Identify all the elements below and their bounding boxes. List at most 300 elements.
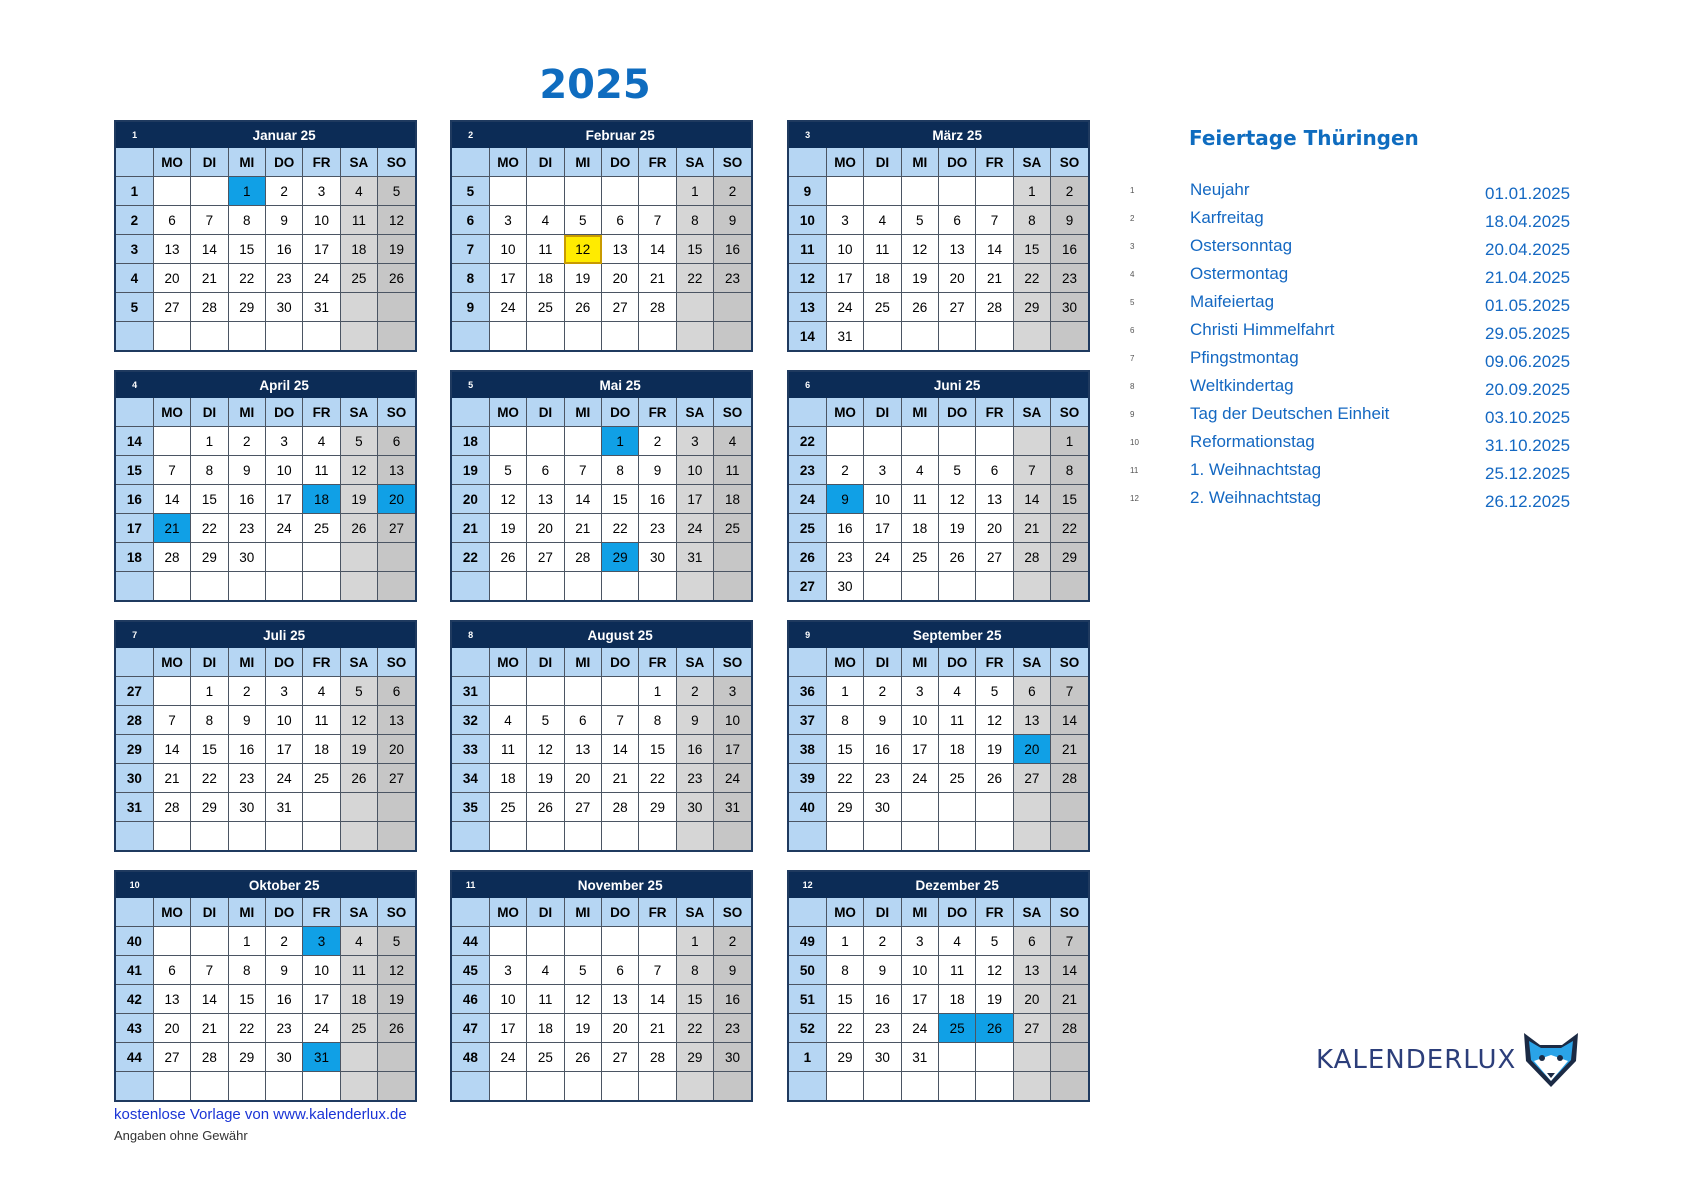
week-number	[452, 322, 489, 351]
week-number	[452, 572, 489, 601]
week-number: 31	[452, 677, 489, 706]
day-cell: 14	[639, 985, 676, 1014]
day-cell: 28	[976, 293, 1013, 322]
day-cell: 4	[864, 206, 901, 235]
day-cell: 27	[939, 293, 976, 322]
day-cell: 29	[826, 793, 863, 822]
week-number: 4	[116, 264, 153, 293]
week-row	[116, 822, 415, 851]
day-cell	[303, 543, 340, 572]
week-number: 19	[452, 456, 489, 485]
day-cell: 1	[1013, 177, 1050, 206]
holiday-date: 31.10.2025	[1485, 436, 1571, 455]
day-cell: 19	[340, 485, 377, 514]
day-cell: 28	[191, 293, 228, 322]
day-cell: 24	[266, 764, 303, 793]
day-cell	[191, 927, 228, 956]
day-cell: 14	[564, 485, 601, 514]
day-cell: 25	[527, 293, 564, 322]
month-number: 11	[452, 872, 489, 898]
holiday-date: 26.12.2025	[1485, 492, 1571, 511]
day-cell: 19	[976, 985, 1013, 1014]
day-cell: 28	[1013, 543, 1050, 572]
month-10	[114, 870, 417, 1102]
day-cell	[602, 1072, 639, 1101]
day-cell: 2	[228, 427, 265, 456]
week-number	[116, 822, 153, 851]
weekday-header: DO	[939, 398, 976, 427]
day-cell: 10	[266, 706, 303, 735]
day-cell	[191, 322, 228, 351]
day-cell: 31	[676, 543, 713, 572]
day-cell	[939, 177, 976, 206]
day-cell: 15	[676, 985, 713, 1014]
weekday-header: DO	[602, 398, 639, 427]
day-cell: 14	[1051, 956, 1088, 985]
weekday-header: DO	[266, 398, 303, 427]
month-title: April 25	[153, 372, 415, 398]
week-col-header	[789, 898, 826, 927]
weekday-header: FR	[303, 398, 340, 427]
day-cell: 26	[340, 514, 377, 543]
day-cell: 10	[303, 956, 340, 985]
day-cell: 14	[191, 985, 228, 1014]
day-cell: 30	[676, 793, 713, 822]
day-cell	[191, 572, 228, 601]
week-row	[452, 514, 751, 543]
weekday-header: SO	[378, 148, 415, 177]
month-title: Oktober 25	[153, 872, 415, 898]
day-cell: 25	[939, 764, 976, 793]
day-cell	[527, 927, 564, 956]
holidays-list	[1130, 180, 1590, 516]
day-cell: 12	[939, 485, 976, 514]
day-cell: 31	[303, 293, 340, 322]
day-cell: 1	[228, 927, 265, 956]
day-cell	[527, 322, 564, 351]
weekday-header: DI	[191, 398, 228, 427]
day-cell	[340, 293, 377, 322]
day-cell: 9	[1051, 206, 1088, 235]
holiday-name: 2. Weihnachtstag	[1190, 488, 1322, 507]
day-cell: 22	[826, 1014, 863, 1043]
week-number: 27	[789, 572, 826, 601]
week-number: 25	[789, 514, 826, 543]
week-row	[789, 456, 1088, 485]
day-cell	[976, 177, 1013, 206]
weekday-header: DO	[266, 648, 303, 677]
month-number: 6	[789, 372, 826, 398]
day-cell: 31	[826, 322, 863, 351]
day-cell: 10	[864, 485, 901, 514]
holiday-number: 3	[1130, 242, 1135, 251]
holiday-date: 29.05.2025	[1485, 324, 1571, 343]
day-cell: 1	[191, 427, 228, 456]
day-cell: 6	[602, 206, 639, 235]
day-cell: 29	[676, 1043, 713, 1072]
day-cell	[864, 322, 901, 351]
weekday-header: FR	[303, 148, 340, 177]
weekday-header: MI	[564, 148, 601, 177]
month-title: September 25	[826, 622, 1088, 648]
day-cell: 17	[901, 985, 938, 1014]
day-cell: 3	[266, 677, 303, 706]
week-row	[789, 985, 1088, 1014]
month-number: 7	[116, 622, 153, 648]
week-number: 1	[789, 1043, 826, 1072]
month-number: 9	[789, 622, 826, 648]
week-number: 38	[789, 735, 826, 764]
day-cell: 24	[303, 1014, 340, 1043]
day-cell: 7	[1051, 927, 1088, 956]
day-cell: 27	[564, 793, 601, 822]
day-cell	[976, 427, 1013, 456]
day-cell: 11	[303, 706, 340, 735]
week-col-header	[116, 648, 153, 677]
month-11	[450, 870, 753, 1102]
day-cell: 17	[489, 264, 526, 293]
day-cell: 2	[639, 427, 676, 456]
day-cell: 15	[191, 485, 228, 514]
day-cell: 9	[639, 456, 676, 485]
week-number: 5	[116, 293, 153, 322]
day-cell: 17	[266, 485, 303, 514]
day-cell: 14	[1013, 485, 1050, 514]
day-cell: 9	[864, 956, 901, 985]
day-cell: 25	[489, 793, 526, 822]
day-cell: 23	[676, 764, 713, 793]
day-cell	[340, 543, 377, 572]
week-row	[452, 985, 751, 1014]
day-cell: 13	[602, 985, 639, 1014]
day-cell	[901, 822, 938, 851]
day-cell: 15	[191, 735, 228, 764]
day-cell: 15	[602, 485, 639, 514]
day-cell: 11	[303, 456, 340, 485]
day-cell: 19	[901, 264, 938, 293]
day-cell: 1	[602, 427, 639, 456]
day-cell: 18	[527, 1014, 564, 1043]
day-cell: 1	[1051, 427, 1088, 456]
day-cell: 2	[864, 677, 901, 706]
day-cell: 4	[303, 427, 340, 456]
day-cell	[489, 927, 526, 956]
day-cell: 8	[191, 456, 228, 485]
day-cell: 12	[901, 235, 938, 264]
day-cell: 17	[303, 235, 340, 264]
week-row	[116, 485, 415, 514]
day-cell: 27	[378, 514, 415, 543]
source-link[interactable]: kostenlose Vorlage von www.kalenderlux.de	[114, 1106, 407, 1123]
day-cell: 27	[602, 1043, 639, 1072]
holiday-row	[1130, 404, 1590, 432]
day-cell: 26	[939, 543, 976, 572]
day-cell	[303, 572, 340, 601]
day-cell	[266, 543, 303, 572]
day-cell: 26	[489, 543, 526, 572]
day-cell	[1013, 1043, 1050, 1072]
day-cell: 8	[602, 456, 639, 485]
day-cell: 15	[826, 735, 863, 764]
week-row	[789, 706, 1088, 735]
day-cell	[340, 822, 377, 851]
day-cell	[191, 1072, 228, 1101]
week-row	[116, 927, 415, 956]
weekday-header: MI	[564, 398, 601, 427]
month-title: Februar 25	[489, 122, 751, 148]
month-title: Juni 25	[826, 372, 1088, 398]
day-cell: 12	[340, 456, 377, 485]
week-number: 42	[116, 985, 153, 1014]
day-cell: 20	[602, 264, 639, 293]
day-cell: 24	[266, 514, 303, 543]
holiday-date: 03.10.2025	[1485, 408, 1571, 427]
weekday-header: MI	[901, 898, 938, 927]
day-cell: 7	[639, 956, 676, 985]
day-cell: 30	[228, 793, 265, 822]
week-number: 17	[116, 514, 153, 543]
weekday-header: MI	[901, 148, 938, 177]
day-cell: 7	[639, 206, 676, 235]
holiday-number: 8	[1130, 382, 1135, 391]
holiday-date: 25.12.2025	[1485, 464, 1571, 483]
day-cell: 1	[826, 927, 863, 956]
day-cell	[639, 1072, 676, 1101]
holiday-row	[1130, 460, 1590, 488]
day-cell: 3	[676, 427, 713, 456]
holiday-name: Reformationstag	[1190, 432, 1315, 451]
week-number: 45	[452, 956, 489, 985]
day-cell: 4	[901, 456, 938, 485]
week-row	[789, 677, 1088, 706]
day-cell	[378, 293, 415, 322]
day-cell: 7	[191, 206, 228, 235]
day-cell: 18	[864, 264, 901, 293]
day-cell: 20	[1013, 985, 1050, 1014]
day-cell	[266, 572, 303, 601]
day-cell: 21	[639, 1014, 676, 1043]
day-cell: 1	[191, 677, 228, 706]
week-row	[789, 735, 1088, 764]
day-cell	[1013, 427, 1050, 456]
day-cell: 18	[939, 735, 976, 764]
day-cell: 12	[527, 735, 564, 764]
day-cell: 10	[489, 235, 526, 264]
week-row	[452, 206, 751, 235]
weekday-header: DO	[266, 898, 303, 927]
day-cell: 12	[976, 956, 1013, 985]
day-cell	[939, 793, 976, 822]
week-col-header	[789, 648, 826, 677]
day-cell: 10	[714, 706, 751, 735]
day-cell: 17	[676, 485, 713, 514]
day-cell	[1013, 822, 1050, 851]
day-cell	[564, 322, 601, 351]
week-number: 22	[452, 543, 489, 572]
day-cell: 4	[489, 706, 526, 735]
day-cell: 10	[489, 985, 526, 1014]
weekday-header: MO	[826, 398, 863, 427]
day-cell	[864, 1072, 901, 1101]
day-cell: 13	[1013, 706, 1050, 735]
day-cell: 22	[191, 514, 228, 543]
week-row	[116, 572, 415, 601]
day-cell: 18	[489, 764, 526, 793]
day-cell: 4	[527, 206, 564, 235]
day-cell: 11	[939, 706, 976, 735]
day-cell: 8	[826, 956, 863, 985]
week-number: 34	[452, 764, 489, 793]
day-cell: 17	[714, 735, 751, 764]
day-cell: 25	[714, 514, 751, 543]
week-col-header	[789, 148, 826, 177]
day-cell: 19	[564, 264, 601, 293]
week-row	[116, 206, 415, 235]
week-row	[116, 1043, 415, 1072]
day-cell: 6	[564, 706, 601, 735]
day-cell: 25	[939, 1014, 976, 1043]
day-cell: 12	[564, 235, 601, 264]
month-number: 2	[452, 122, 489, 148]
week-row	[452, 264, 751, 293]
holiday-name: Maifeiertag	[1190, 292, 1275, 311]
day-cell: 24	[901, 764, 938, 793]
week-number: 26	[789, 543, 826, 572]
holiday-number: 4	[1130, 270, 1135, 279]
day-cell: 16	[228, 485, 265, 514]
day-cell: 27	[527, 543, 564, 572]
day-cell: 21	[639, 264, 676, 293]
holiday-name: Ostersonntag	[1190, 236, 1293, 255]
weekday-header: SA	[340, 148, 377, 177]
weekday-header: MO	[153, 148, 190, 177]
day-cell: 30	[266, 293, 303, 322]
week-row	[452, 293, 751, 322]
holiday-number: 10	[1130, 438, 1139, 447]
week-number: 14	[789, 322, 826, 351]
week-row	[789, 177, 1088, 206]
week-row	[116, 985, 415, 1014]
holiday-name: Neujahr	[1190, 180, 1250, 199]
week-number: 51	[789, 985, 826, 1014]
day-cell: 6	[153, 956, 190, 985]
day-cell: 1	[676, 927, 713, 956]
weekday-header: DO	[939, 648, 976, 677]
day-cell: 27	[378, 764, 415, 793]
day-cell: 2	[228, 677, 265, 706]
week-number: 41	[116, 956, 153, 985]
day-cell	[976, 572, 1013, 601]
day-cell: 26	[378, 264, 415, 293]
week-row	[116, 543, 415, 572]
day-cell	[714, 822, 751, 851]
day-cell	[153, 1072, 190, 1101]
weekday-header: DI	[191, 898, 228, 927]
day-cell: 24	[714, 764, 751, 793]
day-cell: 8	[676, 956, 713, 985]
day-cell: 30	[1051, 293, 1088, 322]
day-cell: 20	[153, 1014, 190, 1043]
week-number: 29	[116, 735, 153, 764]
day-cell: 29	[602, 543, 639, 572]
day-cell: 23	[266, 1014, 303, 1043]
day-cell: 3	[901, 677, 938, 706]
day-cell: 18	[939, 985, 976, 1014]
day-cell: 5	[340, 427, 377, 456]
day-cell: 5	[976, 677, 1013, 706]
week-number: 28	[116, 706, 153, 735]
day-cell	[378, 1072, 415, 1101]
day-cell	[527, 677, 564, 706]
holiday-name: Karfreitag	[1190, 208, 1264, 227]
day-cell: 30	[228, 543, 265, 572]
day-cell	[901, 322, 938, 351]
weekday-header: MO	[826, 148, 863, 177]
holiday-name: Pfingstmontag	[1190, 348, 1299, 367]
day-cell	[340, 1043, 377, 1072]
week-row	[452, 677, 751, 706]
day-cell	[303, 322, 340, 351]
holiday-date: 21.04.2025	[1485, 268, 1571, 287]
week-number: 32	[452, 706, 489, 735]
day-cell: 30	[714, 1043, 751, 1072]
holiday-date: 20.09.2025	[1485, 380, 1571, 399]
day-cell	[489, 572, 526, 601]
day-cell	[602, 572, 639, 601]
day-cell	[340, 572, 377, 601]
holiday-date: 09.06.2025	[1485, 352, 1571, 371]
day-cell: 13	[976, 485, 1013, 514]
week-number: 31	[116, 793, 153, 822]
day-cell: 13	[1013, 956, 1050, 985]
day-cell: 8	[639, 706, 676, 735]
month-2	[450, 120, 753, 352]
week-row	[789, 485, 1088, 514]
month-4	[114, 370, 417, 602]
week-row	[789, 822, 1088, 851]
day-cell: 4	[303, 677, 340, 706]
holiday-date: 18.04.2025	[1485, 212, 1571, 231]
day-cell	[676, 322, 713, 351]
week-number: 40	[789, 793, 826, 822]
week-number: 49	[789, 927, 826, 956]
week-number	[452, 1072, 489, 1101]
week-row	[789, 235, 1088, 264]
week-row	[789, 264, 1088, 293]
week-row	[452, 456, 751, 485]
week-row	[789, 1014, 1088, 1043]
weekday-header: SO	[714, 648, 751, 677]
week-row	[116, 456, 415, 485]
holiday-row	[1130, 292, 1590, 320]
day-cell: 6	[378, 677, 415, 706]
month-number: 10	[116, 872, 153, 898]
week-row	[452, 177, 751, 206]
day-cell	[1013, 572, 1050, 601]
week-row	[116, 735, 415, 764]
day-cell: 23	[714, 1014, 751, 1043]
day-cell: 4	[939, 927, 976, 956]
day-cell: 10	[901, 706, 938, 735]
holiday-row	[1130, 488, 1590, 516]
week-col-header	[452, 148, 489, 177]
day-cell	[939, 572, 976, 601]
weekday-header: SA	[340, 648, 377, 677]
day-cell: 24	[489, 293, 526, 322]
day-cell: 5	[378, 177, 415, 206]
holiday-number: 9	[1130, 410, 1135, 419]
week-number: 5	[452, 177, 489, 206]
